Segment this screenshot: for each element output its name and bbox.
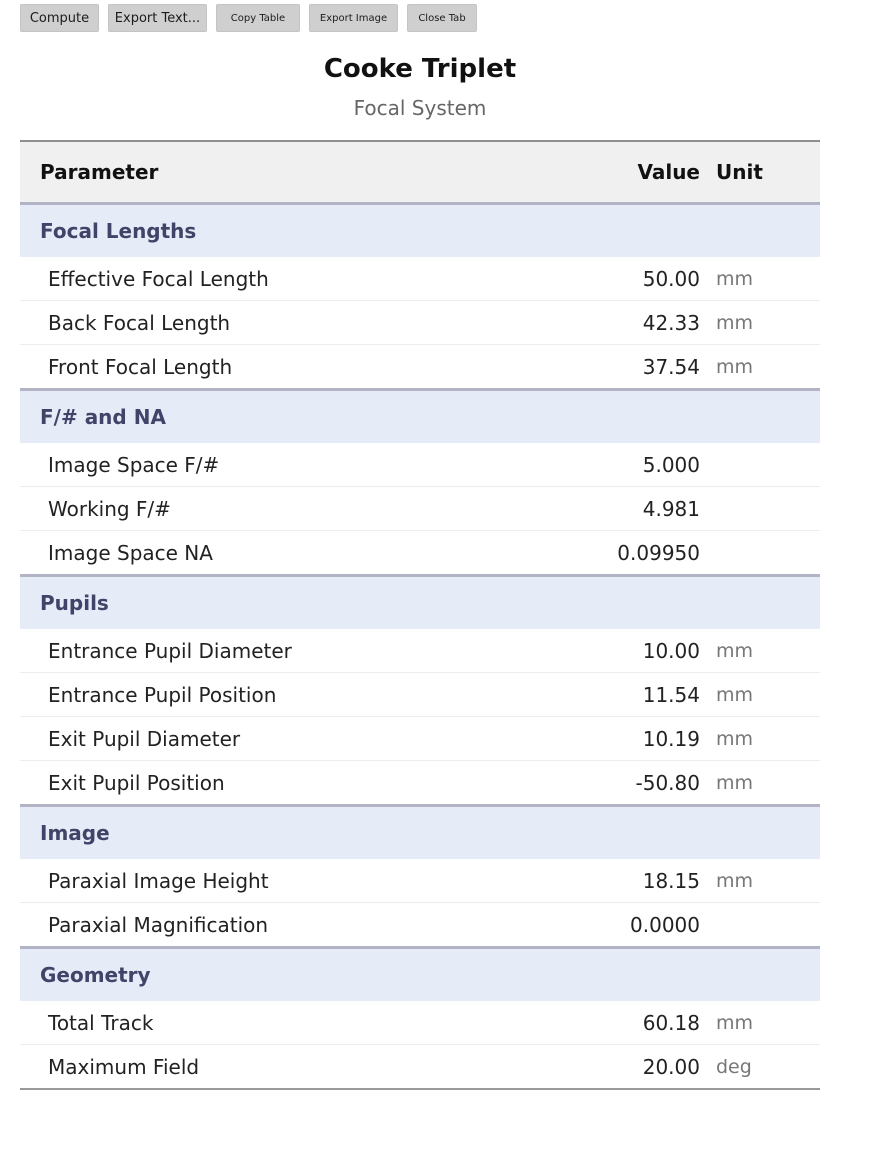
parameter-name: Exit Pupil Position [48, 770, 225, 795]
column-header-value: Value [600, 141, 700, 204]
page-title: Cooke Triplet [323, 54, 517, 84]
section-header-row [20, 390, 820, 444]
parameter-value: 50.00 [600, 257, 700, 301]
parameter-unit: mm [700, 1001, 820, 1045]
parameter-unit [700, 531, 820, 576]
parameter-value: 11.54 [600, 673, 700, 717]
section-header-row [20, 806, 820, 860]
parameter-value: 10.19 [600, 717, 700, 761]
parameter-name: Entrance Pupil Position [20, 673, 600, 717]
section-title: Pupils [20, 576, 820, 630]
section-focal-lengths [20, 204, 820, 390]
parameter-value: -50.80 [635, 770, 700, 795]
parameter-value: 0.0000 [630, 912, 700, 937]
table-row [20, 531, 820, 576]
table-row [20, 761, 820, 806]
table-row [20, 673, 820, 717]
table-row [20, 301, 820, 345]
table-row [20, 859, 820, 903]
column-header-unit: Unit [700, 141, 820, 204]
parameter-name: Image Space NA [48, 540, 213, 565]
parameter-value: 0.09950 [617, 540, 700, 565]
parameter-value: 42.33 [600, 301, 700, 345]
parameter-value: 5.000 [600, 443, 700, 487]
parameter-name: Total Track [20, 1001, 600, 1045]
parameter-value: 60.18 [600, 1001, 700, 1045]
parameter-unit [700, 903, 820, 948]
table-row [20, 487, 820, 531]
section-geometry [20, 948, 820, 1090]
section-header-row [20, 576, 820, 630]
parameter-unit: mm [700, 673, 820, 717]
table-row [20, 257, 820, 301]
compute-button[interactable]: Compute [20, 4, 99, 32]
parameter-name: Working F/# [20, 487, 600, 531]
parameter-unit [700, 443, 820, 487]
parameter-name: Back Focal Length [20, 301, 600, 345]
section-title: Geometry [20, 948, 820, 1002]
section-image [20, 806, 820, 948]
parameter-unit: mm [700, 257, 820, 301]
parameter-value: 18.15 [600, 859, 700, 903]
section-title: Focal Lengths [20, 204, 820, 258]
parameter-unit: mm [716, 771, 754, 794]
parameter-unit: mm [700, 859, 820, 903]
export-image-button[interactable]: Export Image [309, 4, 398, 32]
parameter-name: Image Space F/# [20, 443, 600, 487]
table-row [20, 443, 820, 487]
section-title: F/# and NA [20, 390, 820, 444]
parameter-unit: deg [700, 1045, 820, 1090]
table-row [20, 903, 820, 948]
table-row [20, 629, 820, 673]
parameter-name: Effective Focal Length [20, 257, 600, 301]
section-pupils [20, 576, 820, 806]
parameter-name: Entrance Pupil Diameter [20, 629, 600, 673]
results-table [20, 140, 820, 1090]
parameter-value: 4.981 [600, 487, 700, 531]
section-fnumber-na [20, 390, 820, 576]
parameter-name: Exit Pupil Diameter [20, 717, 600, 761]
parameter-value: 20.00 [600, 1045, 700, 1090]
parameter-value: 37.54 [642, 354, 700, 379]
export-text-button[interactable]: Export Text... [108, 4, 207, 32]
table-row [20, 1001, 820, 1045]
copy-table-button[interactable]: Copy Table [216, 4, 300, 32]
toolbar [20, 4, 477, 32]
table-row [20, 1045, 820, 1090]
parameter-name: Maximum Field [20, 1045, 600, 1090]
parameter-value: 10.00 [600, 629, 700, 673]
column-header-parameter: Parameter [20, 141, 600, 204]
parameter-name: Front Focal Length [48, 354, 233, 379]
parameter-unit: mm [716, 355, 754, 378]
table-row [20, 345, 820, 390]
parameter-name: Paraxial Image Height [20, 859, 600, 903]
parameter-unit: mm [700, 629, 820, 673]
parameter-unit: mm [700, 301, 820, 345]
close-tab-button[interactable]: Close Tab [407, 4, 477, 32]
section-header-row [20, 948, 820, 1002]
section-header-row [20, 204, 820, 258]
parameter-unit [700, 487, 820, 531]
parameter-unit: mm [700, 717, 820, 761]
section-title: Image [20, 806, 820, 860]
page-subtitle: Focal System [353, 96, 487, 120]
table-header-row [20, 141, 820, 204]
table-row [20, 717, 820, 761]
parameter-name: Paraxial Magnification [48, 912, 269, 937]
